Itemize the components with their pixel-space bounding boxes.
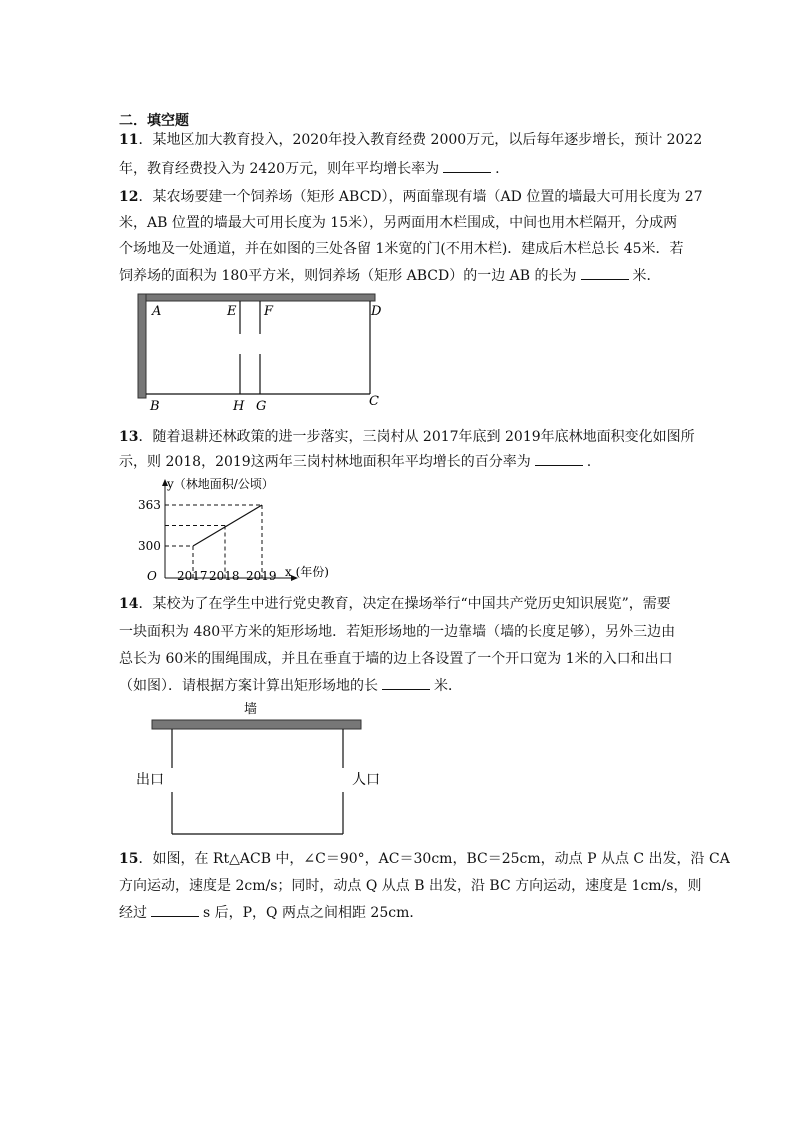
q14-line2: 一块面积为 480平方米的矩形场地．若矩形场地的一边靠墙（墙的长度足够），另外三边由 (119, 624, 676, 640)
answer-blank[interactable] (382, 677, 430, 690)
q12-line2: 米，AB 位置的墙最大可用长度为 15米），另两面用木栏围成，中间也用木栏隔开，分成两 (119, 215, 678, 231)
q15-line3: 经过 s 后，P，Q 两点之间相距 25cm． (119, 905, 424, 921)
answer-blank[interactable] (443, 160, 491, 173)
q12-figure (130, 290, 390, 415)
q12-number: 12 (119, 189, 139, 205)
q13-line2: 示，则 2018，2019这两年三岗村林地面积年平均增长的百分率为 . (119, 454, 592, 470)
q11-line1: 11．某地区加大教育投入，2020年投入教育经费 2000万元，以后每年逐步增长，预计 2022 (119, 132, 703, 148)
q13-number: 13 (119, 429, 139, 445)
label-f: F (264, 304, 274, 319)
q11-line2: 年，教育经费投入为 2420万元，则年平均增长率为 . (119, 161, 500, 177)
q14-line3: 总长为 60米的围绳围成，并且在垂直于墙的边上各设置了一个开口宽为 1米的入口和出口 (119, 651, 673, 667)
entrance-label: 人口 (352, 772, 380, 788)
label-h: H (233, 399, 245, 414)
x-axis-label: x (年份) (285, 565, 329, 579)
answer-blank[interactable] (535, 453, 583, 466)
x-tick-label: 2018 (209, 569, 240, 583)
label-c: C (369, 394, 379, 409)
label-b: B (150, 399, 160, 414)
q14-line4: （如图）．请根据方案计算出矩形场地的长 米． (119, 678, 462, 694)
q12-line1: 12．某农场要建一个饲养场（矩形 ABCD），两面靠现有墙（AD 位置的墙最大可用长度为 27 (119, 189, 703, 205)
q12-line4: 饲养场的面积为 180平方米，则饲养场（矩形 ABCD）的一边 AB 的长为 米． (119, 268, 661, 284)
q15-number: 15 (119, 851, 139, 867)
origin-label: O (147, 569, 157, 583)
y-tick-label: 300 (138, 539, 161, 553)
wall-ab (138, 294, 146, 398)
wall (152, 720, 361, 729)
q13-line1: 13．随着退耕还林政策的进一步落实，三岗村从 2017年底到 2019年底林地面积变化如图所 (119, 429, 695, 445)
q14-figure (132, 698, 392, 840)
q11-number: 11 (119, 132, 139, 148)
answer-blank[interactable] (581, 267, 629, 280)
wall-ad (138, 294, 375, 301)
y-axis-label: y（林地面积/公顷） (167, 477, 274, 491)
label-d: D (371, 304, 382, 319)
q14-line1: 14．某校为了在学生中进行党史教育，决定在操场举行“中国共产党历史知识展览”，需要 (119, 596, 671, 612)
label-a: A (152, 304, 162, 319)
y-tick-label: 363 (138, 498, 161, 512)
q12-line3: 个场地及一处通道，并在如图的三处各留 1米宽的门(不用木栏)．建成后木栏总长 45米．若 (119, 241, 684, 257)
section-title: 二．填空题 (119, 113, 189, 129)
label-e: E (227, 304, 237, 319)
label-g: G (256, 399, 267, 414)
q14-number: 14 (119, 596, 139, 612)
x-tick-label: 2017 (177, 569, 208, 583)
q13-chart (135, 474, 350, 586)
exit-label: 出口 (136, 772, 164, 788)
answer-blank[interactable] (151, 904, 199, 917)
x-tick-label: 2019 (246, 569, 277, 583)
q15-line2: 方向运动，速度是 2cm/s；同时，动点 Q 从点 B 出发，沿 BC 方向运动，速度是 1cm/s，则 (119, 878, 702, 894)
q15-line1: 15．如图，在 Rt△ACB 中，∠C＝90°，AC＝30cm，BC＝25cm，动点 P 从点 C 出发，沿 CA (119, 851, 730, 867)
wall-label: 墙 (244, 702, 258, 717)
